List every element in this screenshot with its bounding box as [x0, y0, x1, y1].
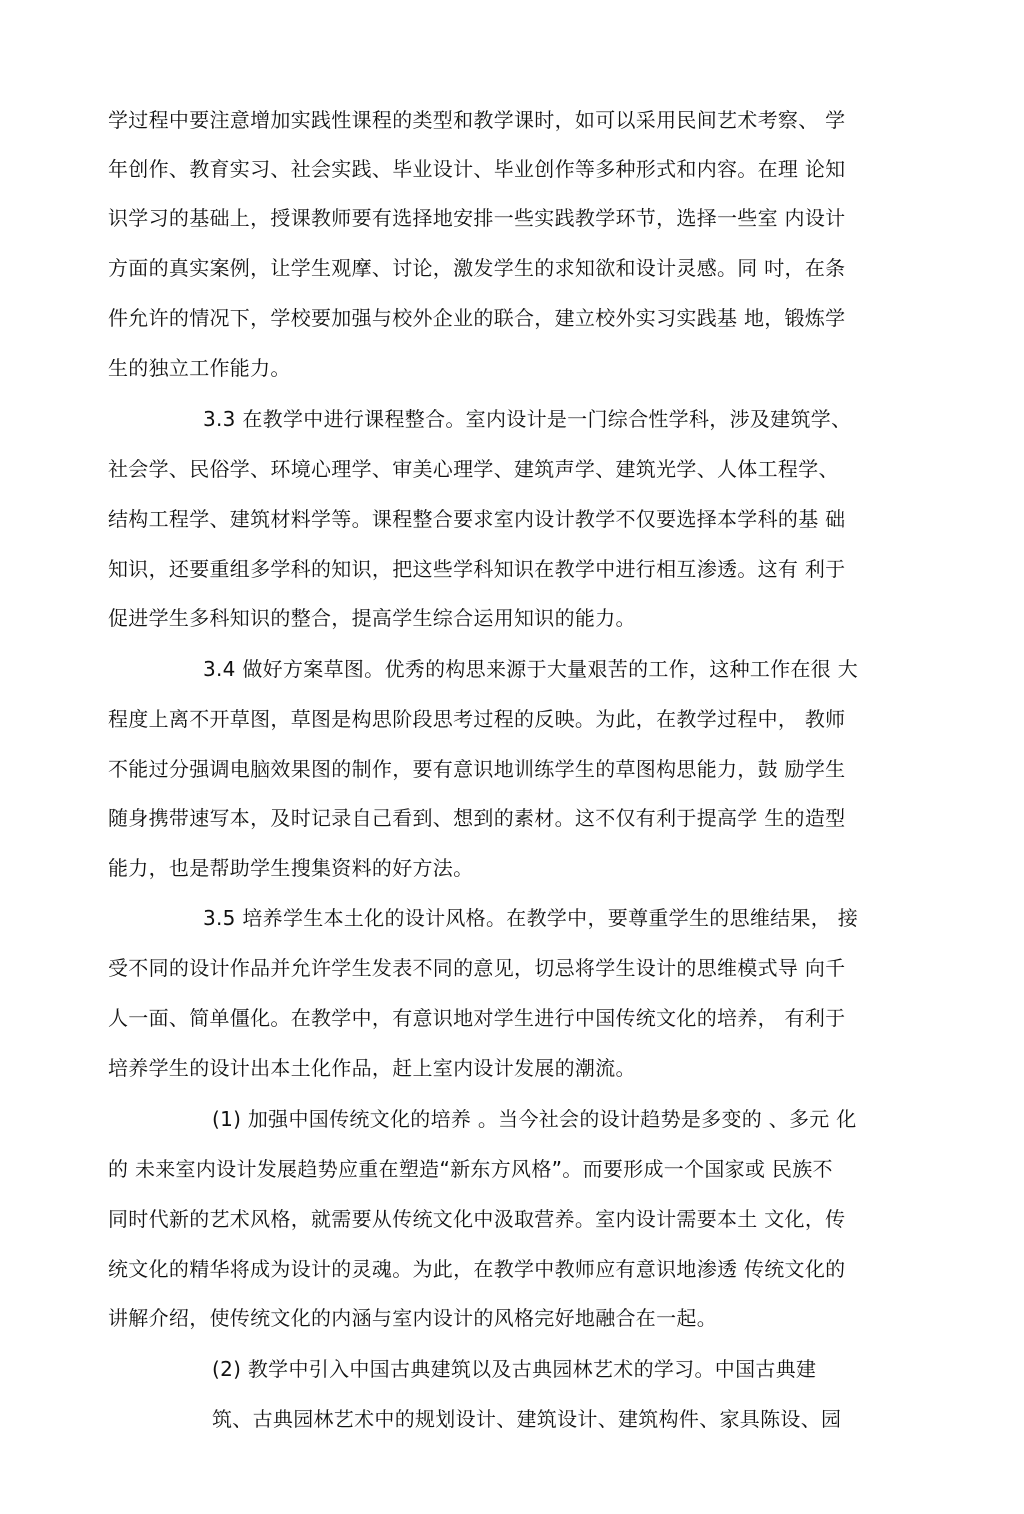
text-line: 的 未来室内设计发展趋势应重在塑造“新东方风格”。而要形成一个国家或 民族不 [108, 1157, 833, 1181]
list-item-2: (2) 教学中引入中国古典建筑以及古典园林艺术的学习。中国古典建 [212, 1357, 817, 1381]
text-line: 年创作、教育实习、社会实践、毕业设计、毕业创作等多种形式和内容。在理 论知 [108, 157, 846, 181]
text-line: 生的独立工作能力。 [108, 356, 291, 380]
text-line: 人一面、简单僵化。在教学中，有意识地对学生进行中国传统文化的培养， 有利于 [108, 1006, 846, 1030]
section-heading-3-5: 3.5 培养学生本土化的设计风格。在教学中，要尊重学生的思维结果， 接 [203, 906, 859, 930]
text-line: 结构工程学、建筑材料学等。课程整合要求室内设计教学不仅要选择本学科的基 础 [108, 507, 846, 531]
section-heading-3-3: 3.3 在教学中进行课程整合。室内设计是一门综合性学科，涉及建筑学、 [203, 407, 852, 431]
text-line: 程度上离不开草图，草图是构思阶段思考过程的反映。为此，在教学过程中， 教师 [108, 707, 846, 731]
text-line: 同时代新的艺术风格，就需要从传统文化中汲取营养。室内设计需要本土 文化，传 [108, 1207, 846, 1231]
text-line: 统文化的精华将成为设计的灵魂。为此，在教学中教师应有意识地渗透 传统文化的 [108, 1257, 846, 1281]
text-line: 方面的真实案例，让学生观摩、讨论，激发学生的求知欲和设计灵感。同 吋，在条 [108, 256, 846, 280]
text-line: 讲解介绍，使传统文化的内涵与室内设计的风格完好地融合在一起。 [108, 1306, 717, 1330]
text-line: 不能过分强调电脑效果图的制作，要有意识地训练学生的草图构思能力，鼓 励学生 [108, 757, 846, 781]
text-line: 学过程中要注意增加实践性课程的类型和教学课时，如可以采用民间艺术考察、 学 [108, 108, 846, 132]
text-line: 知识，还要重组多学科的知识，把这些学科知识在教学中进行相互渗透。这有 利于 [108, 557, 846, 581]
text-line: 随身携带速写本，及时记录自己看到、想到的素材。这不仅有利于提高学 生的造型 [108, 806, 846, 830]
text-line: 受不同的设计作品并允许学生发表不同的意见，切忌将学生设计的思维模式导 向千 [108, 956, 846, 980]
text-line: 促进学生多科知识的整合，提高学生综合运用知识的能力。 [108, 606, 636, 630]
list-item-1: (1) 加强中国传统文化的培养 。当今社会的设计趋势是多变的 、多元 化 [212, 1107, 857, 1131]
text-line: 识学习的基础上，授课教师要有选择地安排一些实践教学环节，选择一些室 内设计 [108, 206, 846, 230]
text-line: 件允许的情况下，学校要加强与校外企业的联合，建立校外实习实践基 地，锻炼学 [108, 306, 846, 330]
text-line: 培养学生的设计出本土化作品，赶上室内设计发展的潮流。 [108, 1056, 636, 1080]
text-line: 社会学、民俗学、环境心理学、审美心理学、建筑声学、建筑光学、人体工程学、 [108, 457, 839, 481]
text-line: 筑、古典园林艺术中的规划设计、建筑设计、建筑构件、家具陈设、园 [212, 1407, 842, 1431]
text-line: 能力，也是帮助学生搜集资料的好方法。 [108, 856, 474, 880]
section-heading-3-4: 3.4 做好方案草图。优秀的构思来源于大量艰苦的工作，这种工作在很 大 [203, 657, 859, 681]
